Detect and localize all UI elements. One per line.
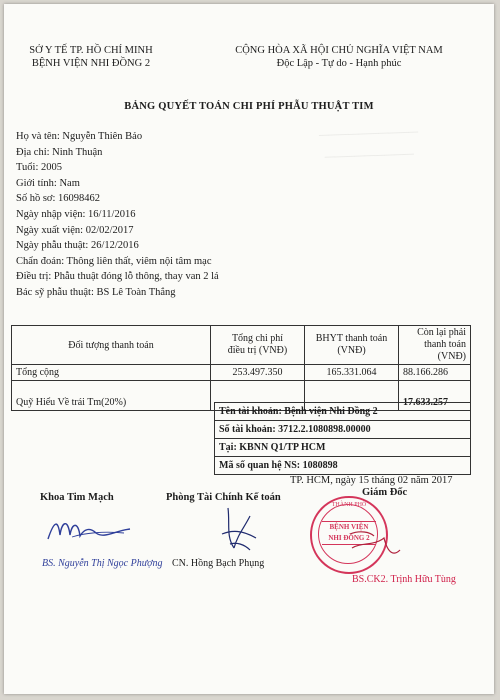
discharge-date: Ngày xuất viện: 02/02/2017 xyxy=(16,224,134,236)
admission-date: Ngày nhập viện: 16/11/2016 xyxy=(16,208,136,220)
stamp-center-text: BỆNH VIỆN NHI ĐỒNG 2 xyxy=(322,521,376,545)
record-number: Số hồ sơ: 16098462 xyxy=(16,193,101,205)
cost-table xyxy=(11,325,471,411)
surgery-date: Ngày phẫu thuật: 26/12/2016 xyxy=(16,240,139,252)
table-row xyxy=(12,365,471,381)
ministry-name: SỞ Y TẾ TP. HỒ CHÍ MINH xyxy=(29,45,153,56)
show-through-watermark: ────────── ───────── xyxy=(318,125,419,166)
header-right xyxy=(194,44,484,70)
treatment: Điều trị: Phẫu thuật đóng lỗ thông, thay van 2 lá xyxy=(16,271,219,283)
finance-title: Phòng Tài Chính Kế toán xyxy=(166,492,281,503)
document-title: BẢNG QUYẾT TOÁN CHI PHÍ PHẪU THUẬT TIM xyxy=(124,101,374,112)
row-total: 253.497.350 xyxy=(211,365,305,381)
account-name: Tên tài khoản: Bệnh viện Nhi Đồng 2 xyxy=(215,403,471,421)
table-header-row xyxy=(12,326,471,365)
row-label: Tổng cộng xyxy=(12,365,211,381)
document-page xyxy=(4,4,494,694)
row-remaining: 17.633.257 xyxy=(399,395,471,411)
account-number: Số tài khoản: 3712.2.1080898.00000 xyxy=(215,421,471,439)
cardiology-signature xyxy=(44,509,134,549)
director-title: Giám Đốc xyxy=(362,487,408,498)
patient-info xyxy=(16,129,219,301)
director-signature xyxy=(344,524,404,564)
patient-gender: Giới tính: Nam xyxy=(16,177,80,189)
header-left xyxy=(6,44,176,70)
stamp-top-text: THÀNH PHỐ xyxy=(331,502,367,508)
finance-signature xyxy=(214,504,264,554)
cardiology-title: Khoa Tim Mạch xyxy=(40,492,114,503)
table-spacer-row xyxy=(12,381,471,395)
finance-signer: CN. Hồng Bạch Phụng xyxy=(172,558,265,569)
bank-account-box xyxy=(214,402,471,475)
account-relation-code: Mã số quan hệ NS: 1080898 xyxy=(215,457,471,475)
country-name: CỘNG HÒA XÃ HỘI CHỦ NGHĨA VIỆT NAM xyxy=(235,45,443,56)
diagnosis: Chẩn đoán: Thông liên thất, viêm nội tâm mạc xyxy=(16,255,212,267)
row-label: Quỹ Hiểu Về trái Tm(20%) xyxy=(12,395,211,411)
patient-address: Địa chỉ: Ninh Thuận xyxy=(16,146,103,158)
director-signer: BS.CK2. Trịnh Hữu Tùng xyxy=(352,574,456,585)
header-bhyt: BHYT thanh toán (VNĐ) xyxy=(305,326,399,365)
row-bhyt: 165.331.064 xyxy=(305,365,399,381)
cardiology-signer: BS. Nguyễn Thị Ngọc Phượng xyxy=(42,558,163,569)
header-total: Tổng chi phí điều trị (VNĐ) xyxy=(211,326,305,365)
header-remaining: Còn lại phải thanh toán (VNĐ) xyxy=(399,326,471,365)
surgeon: Bác sỹ phẫu thuật: BS Lê Toàn Thắng xyxy=(16,286,176,298)
patient-age: Tuổi: 2005 xyxy=(16,162,63,174)
header-subject: Đối tượng thanh toán xyxy=(12,326,211,365)
motto: Độc Lập - Tự do - Hạnh phúc xyxy=(276,58,402,69)
account-bank: Tại: KBNN Q1/TP HCM xyxy=(215,439,471,457)
date-line: TP. HCM, ngày 15 tháng 02 năm 2017 xyxy=(290,475,453,486)
row-remaining: 88.166.286 xyxy=(399,365,471,381)
hospital-name: BỆNH VIỆN NHI ĐỒNG 2 xyxy=(31,58,151,69)
patient-name: Họ và tên: Nguyễn Thiên Bảo xyxy=(16,131,143,142)
